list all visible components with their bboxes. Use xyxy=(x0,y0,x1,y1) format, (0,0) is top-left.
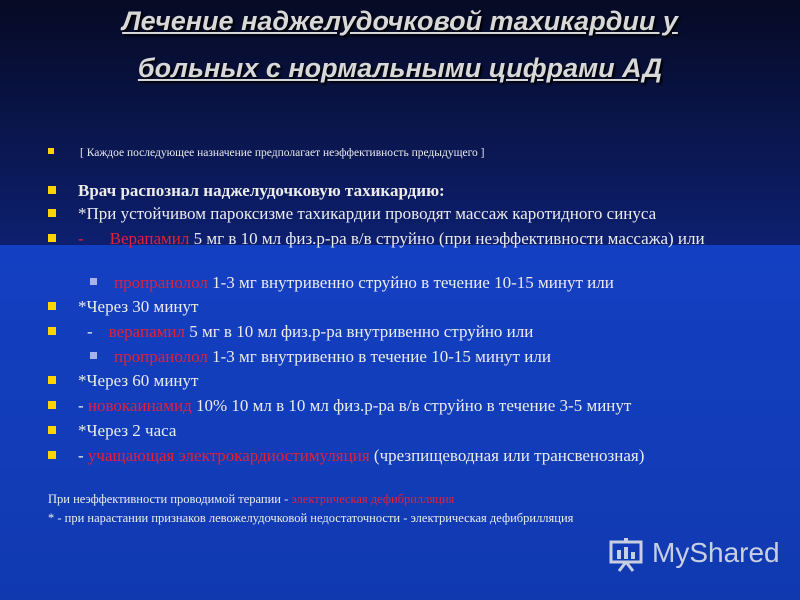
drug-name: учащающая электрокардиостимуляция xyxy=(87,446,370,465)
bullet-icon xyxy=(48,302,56,310)
item-text xyxy=(78,322,533,341)
item-text: *При устойчивом пароксизме тахикардии проводят массаж каротидного синуса xyxy=(78,204,657,223)
drug-dose: 1-3 мг внутривенно струйно в течение 10-15 минут или xyxy=(207,273,614,292)
bullet-icon xyxy=(48,209,56,217)
bullet-icon xyxy=(48,426,56,434)
item-text: *Через 2 часа xyxy=(78,421,177,440)
bullet-icon xyxy=(48,234,56,242)
dash: - xyxy=(78,229,84,248)
dash: - xyxy=(78,396,84,415)
dash: - xyxy=(87,322,93,341)
bullet-icon xyxy=(48,186,56,194)
bullet-icon xyxy=(48,451,56,459)
footer-red-text: электрическая дефибрилляция xyxy=(291,492,455,506)
drug-dose: 10% 10 мл в 10 мл физ.р-ра в/в струйно в течение 3-5 минут xyxy=(191,396,632,415)
drug-dose: (чрезпищеводная или трансвенозная) xyxy=(369,446,645,465)
logo-text: MyShared xyxy=(652,537,780,568)
presentation-board-icon xyxy=(608,538,644,572)
bullet-icon xyxy=(48,327,56,335)
item-text xyxy=(114,347,551,366)
drug-name: Верапамил xyxy=(109,229,190,248)
item-text: *Через 60 минут xyxy=(78,371,199,390)
sub-bullet-icon xyxy=(90,278,97,285)
drug-dose: 5 мг в 10 мл физ.р-ра в/в струйно (при неэффективности массажа) или xyxy=(189,229,705,248)
drug-name: пропранолол xyxy=(114,273,208,292)
footer-line-2: * - при нарастании признаков левожелудочковой недостаточности - электрическая дефибрилляция xyxy=(48,511,574,525)
bullet-icon xyxy=(48,376,56,384)
dash: - xyxy=(78,446,84,465)
drug-dose: 5 мг в 10 мл физ.р-ра внутривенно струйно или xyxy=(184,322,534,341)
item-text: *Через 30 минут xyxy=(78,297,199,316)
footer-text: При неэффективности проводимой терапии - xyxy=(48,492,292,506)
drug-name: новокаинамид xyxy=(87,396,192,415)
heading-text: Врач распознал наджелудочковую тахикардию: xyxy=(78,181,445,200)
myshared-logo xyxy=(608,536,783,576)
item-text xyxy=(78,229,728,248)
title-line-1: Лечение наджелудочковой тахикардии у xyxy=(122,6,678,36)
bullet-icon xyxy=(48,148,54,154)
slide-title xyxy=(0,8,800,82)
drug-dose: 1-3 мг внутривенно в течение 10-15 минут или xyxy=(207,347,551,366)
sub-bullet-icon xyxy=(90,352,97,359)
drug-name: пропранолол xyxy=(114,347,208,366)
bullet-icon xyxy=(48,401,56,409)
note-text: [ Каждое последующее назначение предполагает неэффективность предыдущего ] xyxy=(80,147,485,159)
item-text xyxy=(114,273,614,292)
title-line-2: больных с нормальными цифрами АД xyxy=(137,53,663,83)
item-text xyxy=(78,396,631,415)
item-text xyxy=(78,446,644,465)
drug-name: верапамил xyxy=(108,322,185,341)
footer-line-1 xyxy=(48,492,454,507)
